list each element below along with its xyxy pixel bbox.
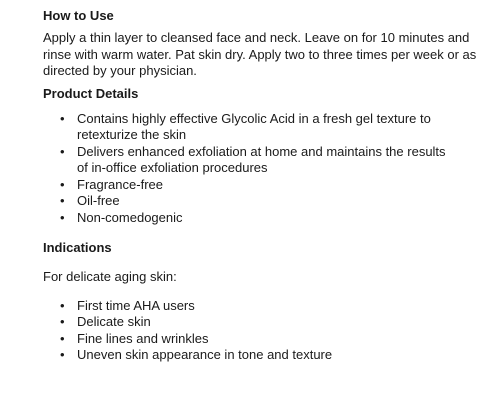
bullet-icon: •	[60, 347, 65, 362]
bullet-icon: •	[60, 176, 65, 192]
indications-list	[43, 298, 455, 364]
bullet-icon: •	[60, 110, 65, 126]
list-item	[43, 111, 455, 144]
bullet-icon: •	[60, 330, 65, 346]
list-item-text: Contains highly effective Glycolic Acid in a fresh gel texture to retexturize the skin	[77, 110, 431, 142]
indications-intro: For delicate aging skin:	[43, 269, 177, 284]
list-item	[43, 314, 455, 331]
list-item	[43, 347, 455, 364]
list-item-text: Oil-free	[77, 193, 120, 208]
document-page	[43, 6, 493, 364]
list-item-text: Delicate skin	[77, 314, 151, 329]
list-item-text: Uneven skin appearance in tone and texture	[77, 347, 333, 362]
list-item	[43, 177, 455, 194]
list-item	[43, 331, 455, 348]
bullet-icon: •	[60, 297, 65, 313]
list-item-text: First time AHA users	[77, 297, 195, 313]
list-item	[43, 144, 455, 177]
list-item-text: Fine lines and wrinkles	[77, 330, 209, 346]
list-item	[43, 193, 455, 210]
bullet-icon: •	[60, 314, 65, 329]
list-item-text: Fragrance-free	[77, 176, 163, 192]
list-item-text: Non-comedogenic	[77, 209, 183, 225]
list-item	[43, 210, 455, 227]
product-details-list	[43, 111, 455, 227]
list-item-text: Delivers enhanced exfoliation at home and maintains the results of in-office exfoliation procedures	[77, 143, 446, 175]
how-to-use-text: Apply a thin layer to cleansed face and neck. Leave on for 10 minutes and rinse with warm water. Pat skin dry. Apply two to three times per week or as directed by your physician.	[43, 30, 477, 78]
list-item	[43, 298, 455, 315]
indications-heading: Indications	[43, 240, 112, 255]
bullet-icon: •	[60, 209, 65, 225]
bullet-icon: •	[60, 193, 65, 208]
how-to-use-heading: How to Use	[43, 8, 114, 23]
product-details-heading: Product Details	[43, 85, 139, 101]
bullet-icon: •	[60, 143, 65, 159]
